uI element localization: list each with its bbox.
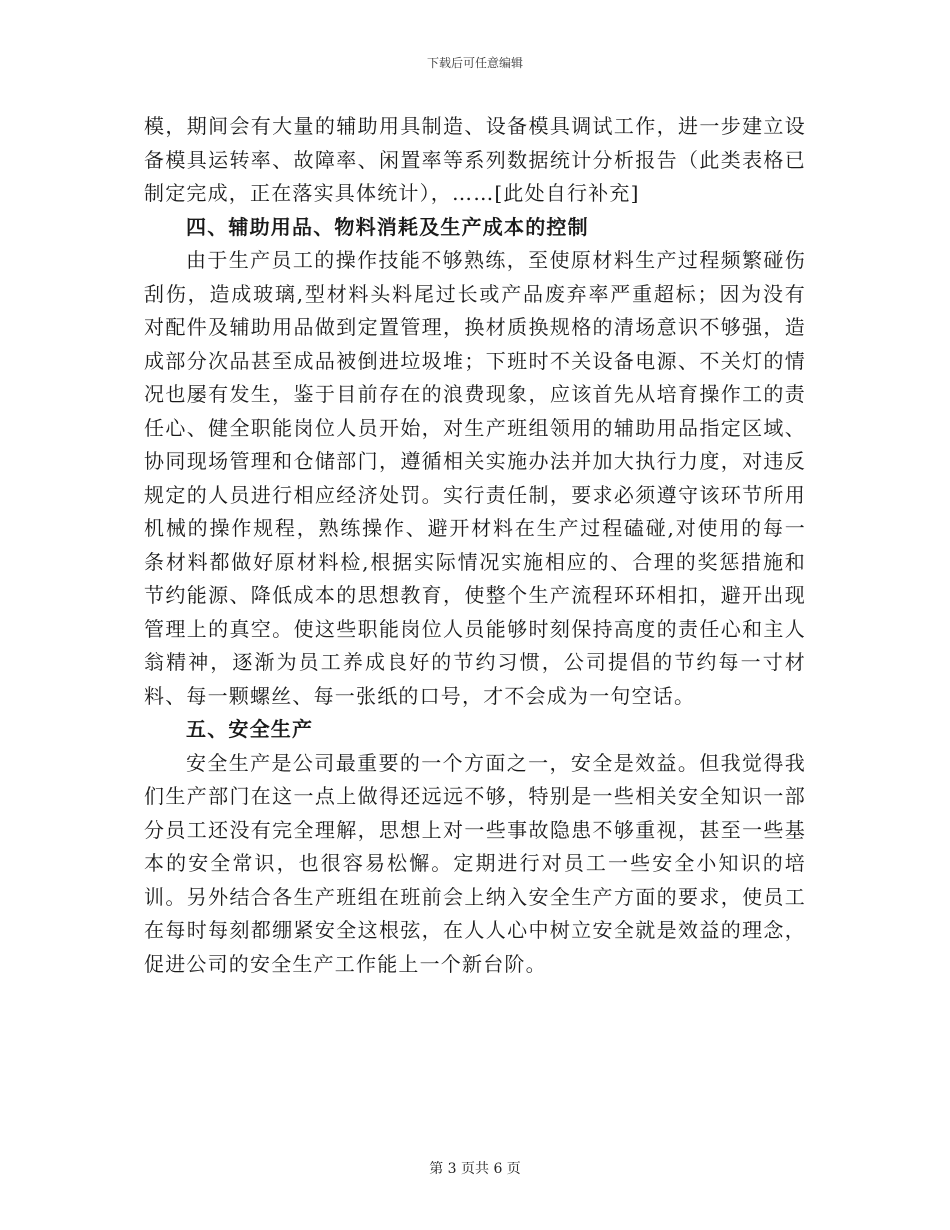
paragraph-section-4: 由于生产员工的操作技能不够熟练，至使原材料生产过程频繁碰伤刮伤，造成玻璃,型材料头料尾过长或产品废弃率严重超标；因为没有对配件及辅助用品做到定置管理，换材质换规格的清场意识不够强，造成部分次品甚至成品被倒进垃圾堆；下班时不关设备电源、不关灯的情况也屡有发生，鉴于目前存在的浪费现象，应该首先从培育操作工的责任心、健全职能岗位人员开始，对生产班组领用的辅助用品指定区域、协同现场管理和仓储部门，遵循相关实施办法并加大执行力度，对违反规定的人员进行相应经济处罚。实行责任制，要求必须遵守该环节所用机械的操作规程，熟练操作、避开材料在生产过程磕碰,对使用的每一条材料都做好原材料检,根据实际情况实施相应的、合理的奖惩措施和节约能源、降低成本的思想教育，使整个生产流程环环相扣，避开出现管理上的真空。使这些职能岗位人员能够时刻保持高度的责任心和主人翁精神，逐渐为员工养成良好的节约习惯，公司提倡的节约每一寸材料、每一颗螺丝、每一张纸的口号，才不会成为一句空话。 (144, 248, 806, 708)
page-number: 第 3 页共 6 页 (429, 1161, 521, 1177)
page-header: 下载后可任意编辑 (426, 56, 523, 70)
paragraph-intro-continued: 模，期间会有大量的辅助用具制造、设备模具调试工作，进一步建立设备模具运转率、故障率、闲置率等系列数据统计分析报告（此类表格已制定完成，正在落实具体统计），……[此处自行补充] (144, 114, 806, 205)
section-heading-5: 五、安全生产 (186, 717, 314, 741)
paragraph-section-5: 安全生产是公司最重要的一个方面之一，安全是效益。但我觉得我们生产部门在这一点上做得还远远不够，特别是一些相关安全知识一部分员工还没有完全理解，思想上对一些事故隐患不够重视，甚至一些基本的安全常识，也很容易松懈。定期进行对员工一些安全小知识的培训。另外结合各生产班组在班前会上纳入安全生产方面的要求，使员工在每时每刻都绷紧安全这根弦，在人人心中树立安全就是效益的理念，促进公司的安全生产工作能上一个新台阶。 (144, 750, 806, 976)
section-heading-4: 四、辅助用品、物料消耗及生产成本的控制 (186, 214, 589, 239)
document-body (144, 110, 806, 981)
